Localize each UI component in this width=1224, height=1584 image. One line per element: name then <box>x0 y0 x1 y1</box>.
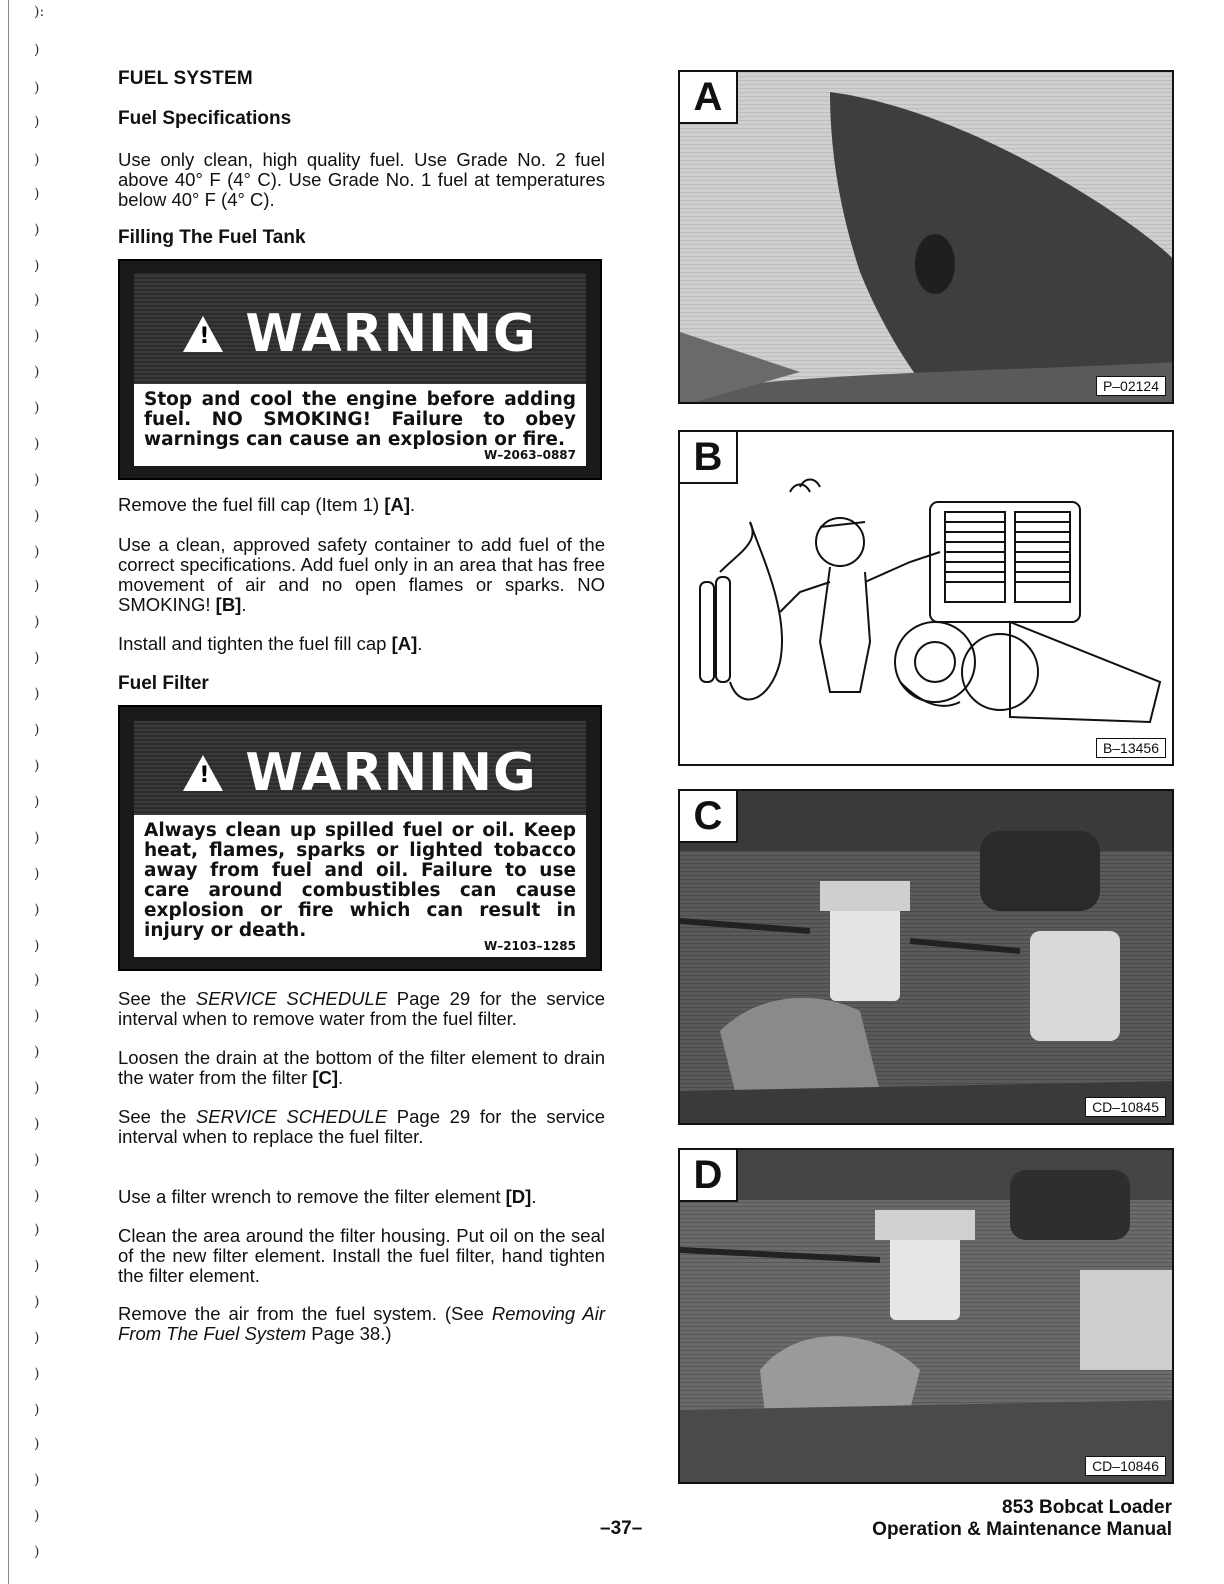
page-number: –37– <box>600 1518 643 1539</box>
filter-paragraph-3: See the SERVICE SCHEDULE Page 29 for the service interval when to replace the fuel filter. <box>118 1106 606 1147</box>
figure-c-photo <box>680 791 1174 1125</box>
warning-banner <box>134 721 586 825</box>
figure-code: B–13456 <box>1096 738 1166 758</box>
figure-code: CD–10845 <box>1085 1097 1166 1117</box>
filter-heading: Fuel Filter <box>118 673 209 694</box>
warning-message: Always clean up spilled fuel or oil. Keep heat, flames, sparks or lighted tobacco away from fuel and oil. Failure to use care around combustibles can cause explosion or fire which can result in injury or death. W–2103–1285 <box>134 815 586 957</box>
warning-banner <box>134 273 586 395</box>
figure-b <box>678 430 1174 766</box>
figure-d <box>678 1148 1174 1484</box>
filling-paragraph-1: Remove the fuel fill cap (Item 1) [A]. <box>118 494 416 515</box>
warning-triangle-icon: ! <box>183 316 223 352</box>
warning-box-filling <box>118 259 602 480</box>
fuel-spec-text: Use only clean, high quality fuel. Use Grade No. 2 fuel above 40° F (4° C). Use Grade No. 1 fuel at temperatures below 40° F (4° C). <box>118 149 605 210</box>
filling-paragraph-2: Use a clean, approved safety container to add fuel of the correct specifications. Add fuel only in an area that has free movement of air and no open flames or sparks. NO SMOKING! [B]. <box>118 534 605 615</box>
filter-paragraph-6: Remove the air from the fuel system. (See Removing Air From The Fuel System Page 38.) <box>118 1303 605 1344</box>
binding-margin: ): ) ) ) ) ) ) ) ) ) ) ) ) ) ) ) ) ) ) ) ) ) ) ) ) ) ) ) ) ) ) ) ) ) ) ) ) ) ) ) ) ) ) ) <box>34 4 45 1560</box>
warning-box-filter <box>118 705 602 971</box>
figure-b-illustration <box>680 432 1174 766</box>
figure-letter: B <box>680 432 738 484</box>
warning-word: WARNING <box>245 304 537 364</box>
warning-message: Stop and cool the engine before adding fuel. NO SMOKING! Failure to obey warnings can cause an explosion or fire. W–2063–0887 <box>134 384 586 466</box>
fuel-spec-heading: Fuel Specifications <box>118 108 292 129</box>
figure-a-photo <box>680 72 1174 404</box>
binding-mark: ): <box>34 4 45 20</box>
filter-paragraph-1: See the SERVICE SCHEDULE Page 29 for the service interval when to remove water from the fuel filter. <box>118 988 606 1029</box>
figure-a <box>678 70 1174 404</box>
filter-paragraph-4: Use a filter wrench to remove the filter element [D]. <box>118 1186 537 1207</box>
figure-d-photo <box>680 1150 1174 1484</box>
filling-heading: Filling The Fuel Tank <box>118 227 306 248</box>
filter-paragraph-2: Loosen the drain at the bottom of the filter element to drain the water from the filter [C]. <box>118 1047 605 1088</box>
warning-code: W–2103–1285 <box>483 939 576 953</box>
figure-code: CD–10846 <box>1085 1456 1166 1476</box>
figure-letter: A <box>680 72 738 124</box>
warning-code: W–2063–0887 <box>483 448 576 462</box>
warning-triangle-icon: ! <box>183 755 223 791</box>
figure-letter: C <box>680 791 738 843</box>
figure-letter: D <box>680 1150 738 1202</box>
filling-paragraph-3: Install and tighten the fuel fill cap [A]. <box>118 633 423 654</box>
filter-paragraph-5: Clean the area around the filter housing. Put oil on the seal of the new filter element. Install the fuel filter, hand tighten the filter element. <box>118 1225 605 1286</box>
figure-code: P–02124 <box>1096 376 1166 396</box>
figure-c <box>678 789 1174 1125</box>
manual-title: 853 Bobcat Loader Operation & Maintenance Manual <box>872 1497 1172 1540</box>
warning-word: WARNING <box>245 743 537 803</box>
section-title: FUEL SYSTEM <box>118 68 253 89</box>
